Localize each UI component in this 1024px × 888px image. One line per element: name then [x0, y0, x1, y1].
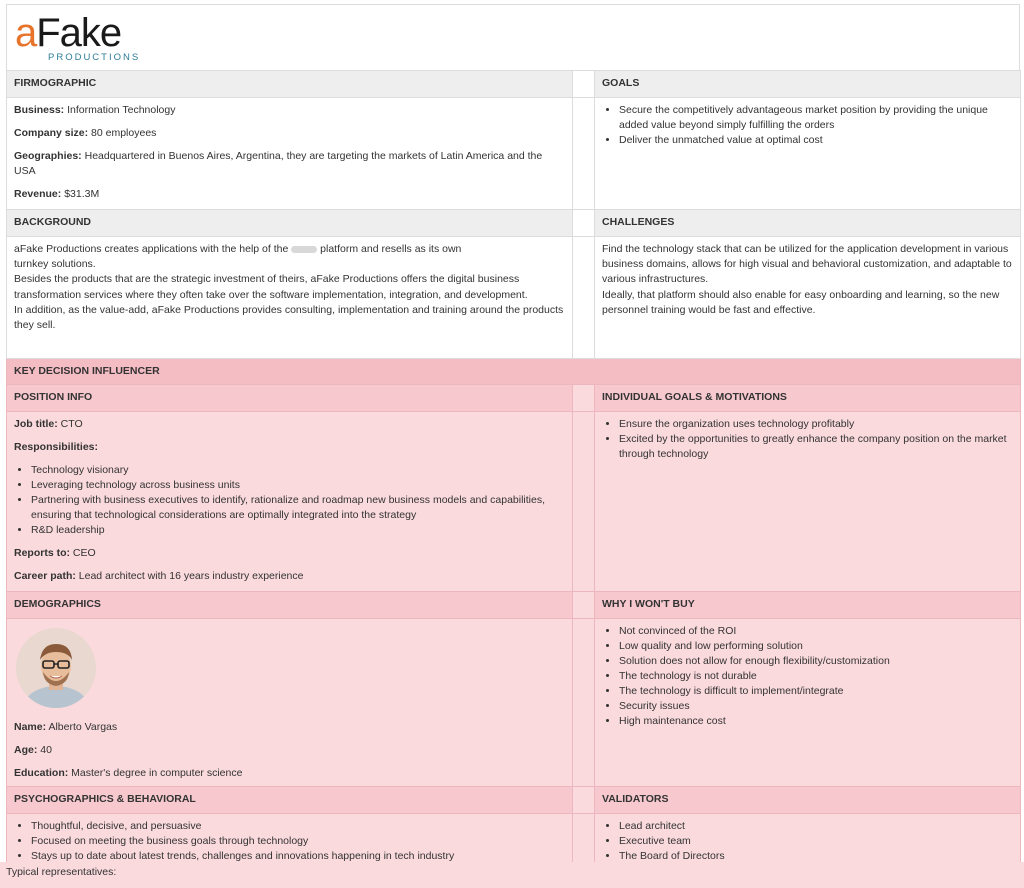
demographics-section: Name: Alberto Vargas Age: 40 Education: Master's degree in computer science	[7, 619, 573, 787]
typical-representatives-label: Typical representatives:	[0, 862, 1024, 888]
objection-item: • The technology is not durable	[619, 669, 1013, 684]
company-size-value: 80 employees	[91, 127, 157, 139]
trait-item: • Focused on meeting the business goals through technology	[31, 834, 565, 849]
education-value: Master's degree in computer science	[71, 767, 243, 779]
validator-item: • Lead architect	[619, 819, 1013, 834]
career-path-value: Lead architect with 16 years industry experience	[78, 570, 304, 582]
geographies-value: Headquartered in Buenos Aires, Argentina, they are targeting the markets of Latin America and the USA	[14, 150, 543, 177]
background-header: BACKGROUND	[7, 210, 573, 237]
objection-item: • Security issues	[619, 699, 1013, 714]
redacted-platform-name	[291, 246, 317, 253]
reports-to-value: CEO	[72, 547, 96, 559]
objection-item: • The technology is difficult to implement/integrate	[619, 684, 1013, 699]
motivation-item: • Excited by the opportunities to greatly enhance the company position on the market through technology	[619, 432, 1013, 462]
responsibility-item: • Partnering with business executives to identify, rationalize and roadmap new business models and capabilities, ensuring that technological considerations are optimally integrated into the strategy	[31, 493, 565, 523]
job-title-value: CTO	[60, 418, 83, 430]
goal-item: • Secure the competitively advantageous market position by providing the unique added value beyond simply fulfilling the orders	[619, 103, 1013, 133]
goals-header: GOALS	[595, 71, 1021, 98]
responsibility-item: • R&D leadership	[31, 523, 565, 538]
challenges-header: CHALLENGES	[595, 210, 1021, 237]
psychographics-header: PSYCHOGRAPHICS & BEHAVIORAL	[7, 787, 573, 814]
objection-item: • Low quality and low performing solution	[619, 639, 1013, 654]
objection-item: • High maintenance cost	[619, 714, 1013, 729]
why-wont-buy-section	[595, 619, 1021, 787]
firmographic-header: FIRMOGRAPHIC	[7, 71, 573, 98]
position-info-header: POSITION INFO	[7, 385, 573, 412]
goals-section	[595, 98, 1021, 210]
responsibility-item: • Leveraging technology across business units	[31, 478, 565, 493]
background-section: aFake Productions creates applications with the help of the platform and resells as its own turnkey solutions. Besides the products that are the strategic investment of theirs, aFake Productions offers the digital business transformation services where they often take over the software implementation, integration, and development. In addition, as the value-add, aFake Productions provides consulting, implementation and training around the products they sell.	[7, 237, 573, 359]
demographics-header: DEMOGRAPHICS	[7, 592, 573, 619]
challenges-section: Find the technology stack that can be utilized for the application development in various business domains, allows for high visual and behavioral customization, and adaptable to various infrastructures. Ideally, that platform should also enable for easy onboarding and learning, so the new personnel training would be fast and effective.	[595, 237, 1021, 359]
business-value: Information Technology	[67, 104, 176, 116]
name-value: Alberto Vargas	[48, 721, 118, 733]
validator-item: • The Board of Directors	[619, 849, 1013, 864]
validators-header: VALIDATORS	[595, 787, 1021, 814]
objection-item: • Not convinced of the ROI	[619, 624, 1013, 639]
age-value: 40	[40, 744, 52, 756]
objection-item: • Solution does not allow for enough flexibility/customization	[619, 654, 1013, 669]
motivation-item: • Ensure the organization uses technology profitably	[619, 417, 1013, 432]
avatar	[16, 628, 96, 708]
logo-subtitle: PRODUCTIONS	[48, 52, 141, 63]
validator-item: • Executive team	[619, 834, 1013, 849]
why-wont-buy-header: WHY I WON'T BUY	[595, 592, 1021, 619]
persona-table	[6, 70, 1021, 872]
revenue-value: $31.3M	[64, 188, 100, 200]
individual-goals-header: INDIVIDUAL GOALS & MOTIVATIONS	[595, 385, 1021, 412]
goal-item: • Deliver the unmatched value at optimal cost	[619, 133, 1013, 148]
individual-goals-section	[595, 412, 1021, 592]
company-logo: aFake	[15, 11, 122, 55]
firmographic-section: Business: Information Technology Company size: 80 employees Geographies: Headquartered in Buenos Aires, Argentina, they are targeting the markets of Latin America and the USA Revenue: $31.3M	[7, 98, 573, 210]
position-info-section: Job title: CTO Responsibilities: • Technology visionary • Leveraging technology across business units • Partnering with business executives to identify, rationalize and roadmap new business models and capabilities, ensuring that technological considerations are optimally integrated into the strategy • R&D leadership Reports to: CEO Career path: Lead architect with 16 years industry experience	[7, 412, 573, 592]
company-logo-area	[6, 4, 1020, 70]
responsibility-item: • Technology visionary	[31, 463, 565, 478]
trait-item: • Thoughtful, decisive, and persuasive	[31, 819, 565, 834]
key-decision-influencer-header: KEY DECISION INFLUENCER	[7, 359, 1021, 385]
trait-item: • Stays up to date about latest trends, challenges and innovations happening in tech industry	[31, 849, 565, 864]
person-photo-icon	[16, 628, 96, 708]
